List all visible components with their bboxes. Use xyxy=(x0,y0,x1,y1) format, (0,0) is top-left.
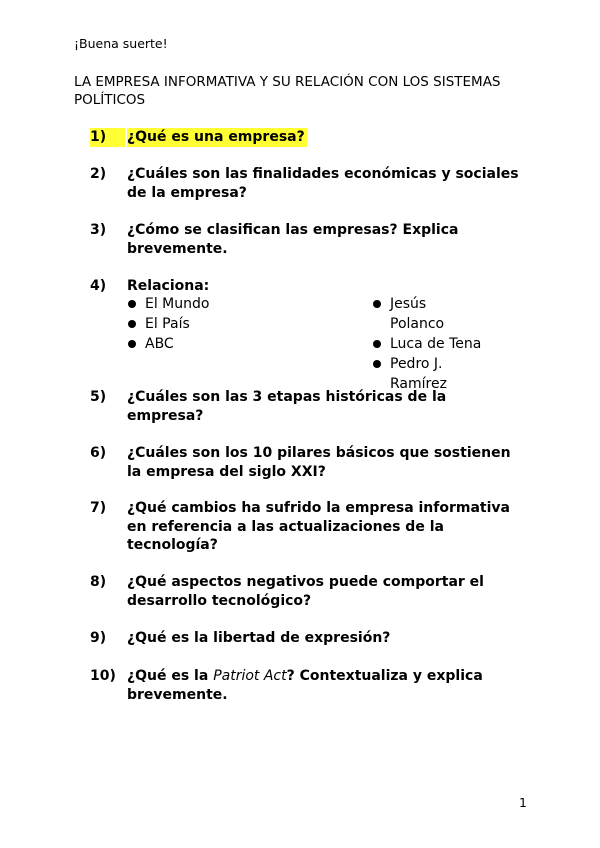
question-number: 9) xyxy=(90,630,107,646)
question-3 xyxy=(90,221,530,258)
question-2 xyxy=(90,165,530,202)
question-10 xyxy=(90,667,530,704)
question-text-part: ? Contextualiza y explica brevemente. xyxy=(127,668,483,703)
question-7 xyxy=(90,499,530,555)
question-text-italic: Patriot Act xyxy=(213,668,287,684)
question-text: ¿Qué es la libertad de expresión? xyxy=(127,630,391,646)
question-text: Relaciona: xyxy=(127,278,210,294)
question-6 xyxy=(90,444,530,481)
question-text: ¿Qué cambios ha sufrido la empresa informativa en referencia a las actualizaciones de la tecnología? xyxy=(127,500,510,553)
question-text: ¿Qué aspectos negativos puede comportar el desarrollo tecnológico? xyxy=(127,574,484,609)
question-number: 4) xyxy=(90,278,107,294)
question-8 xyxy=(90,573,530,610)
document-title: LA EMPRESA INFORMATIVA Y SU RELACIÓN CON LOS SISTEMAS POLÍTICOS xyxy=(74,74,501,108)
header-note: ¡Buena suerte! xyxy=(74,36,168,51)
relaciona-left-list xyxy=(128,294,209,354)
question-number: 10) xyxy=(90,668,116,684)
list-item: El País xyxy=(128,314,209,334)
question-number: 8) xyxy=(90,574,107,590)
question-text: ¿Cuáles son los 10 pilares básicos que sostienen la empresa del siglo XXI? xyxy=(127,445,511,480)
question-4 xyxy=(90,277,530,296)
question-text xyxy=(127,667,527,704)
list-item: El Mundo xyxy=(128,294,209,314)
question-9 xyxy=(90,629,530,648)
question-number: 1) xyxy=(90,128,125,147)
list-item: Jesús Polanco xyxy=(373,294,483,334)
relaciona-right-list xyxy=(373,294,483,394)
page-number: 1 xyxy=(519,795,527,810)
question-text: ¿Cuáles son las finalidades económicas y sociales de la empresa? xyxy=(127,166,519,201)
list-item: ABC xyxy=(128,334,209,354)
question-5 xyxy=(90,388,530,425)
question-number: 5) xyxy=(90,389,107,405)
question-number: 2) xyxy=(90,166,107,182)
question-number: 7) xyxy=(90,500,107,516)
question-text: ¿Cuáles son las 3 etapas históricas de la empresa? xyxy=(127,389,447,424)
question-number: 6) xyxy=(90,445,107,461)
question-text: ¿Cómo se clasifican las empresas? Explica brevemente. xyxy=(127,222,459,257)
list-item: Pedro J. Ramírez xyxy=(373,354,450,394)
question-number: 3) xyxy=(90,222,107,238)
list-item: Luca de Tena xyxy=(373,334,483,354)
question-1 xyxy=(90,128,530,147)
question-text: ¿Qué es una empresa? xyxy=(127,129,305,145)
question-text-part: ¿Qué es la xyxy=(127,668,214,684)
